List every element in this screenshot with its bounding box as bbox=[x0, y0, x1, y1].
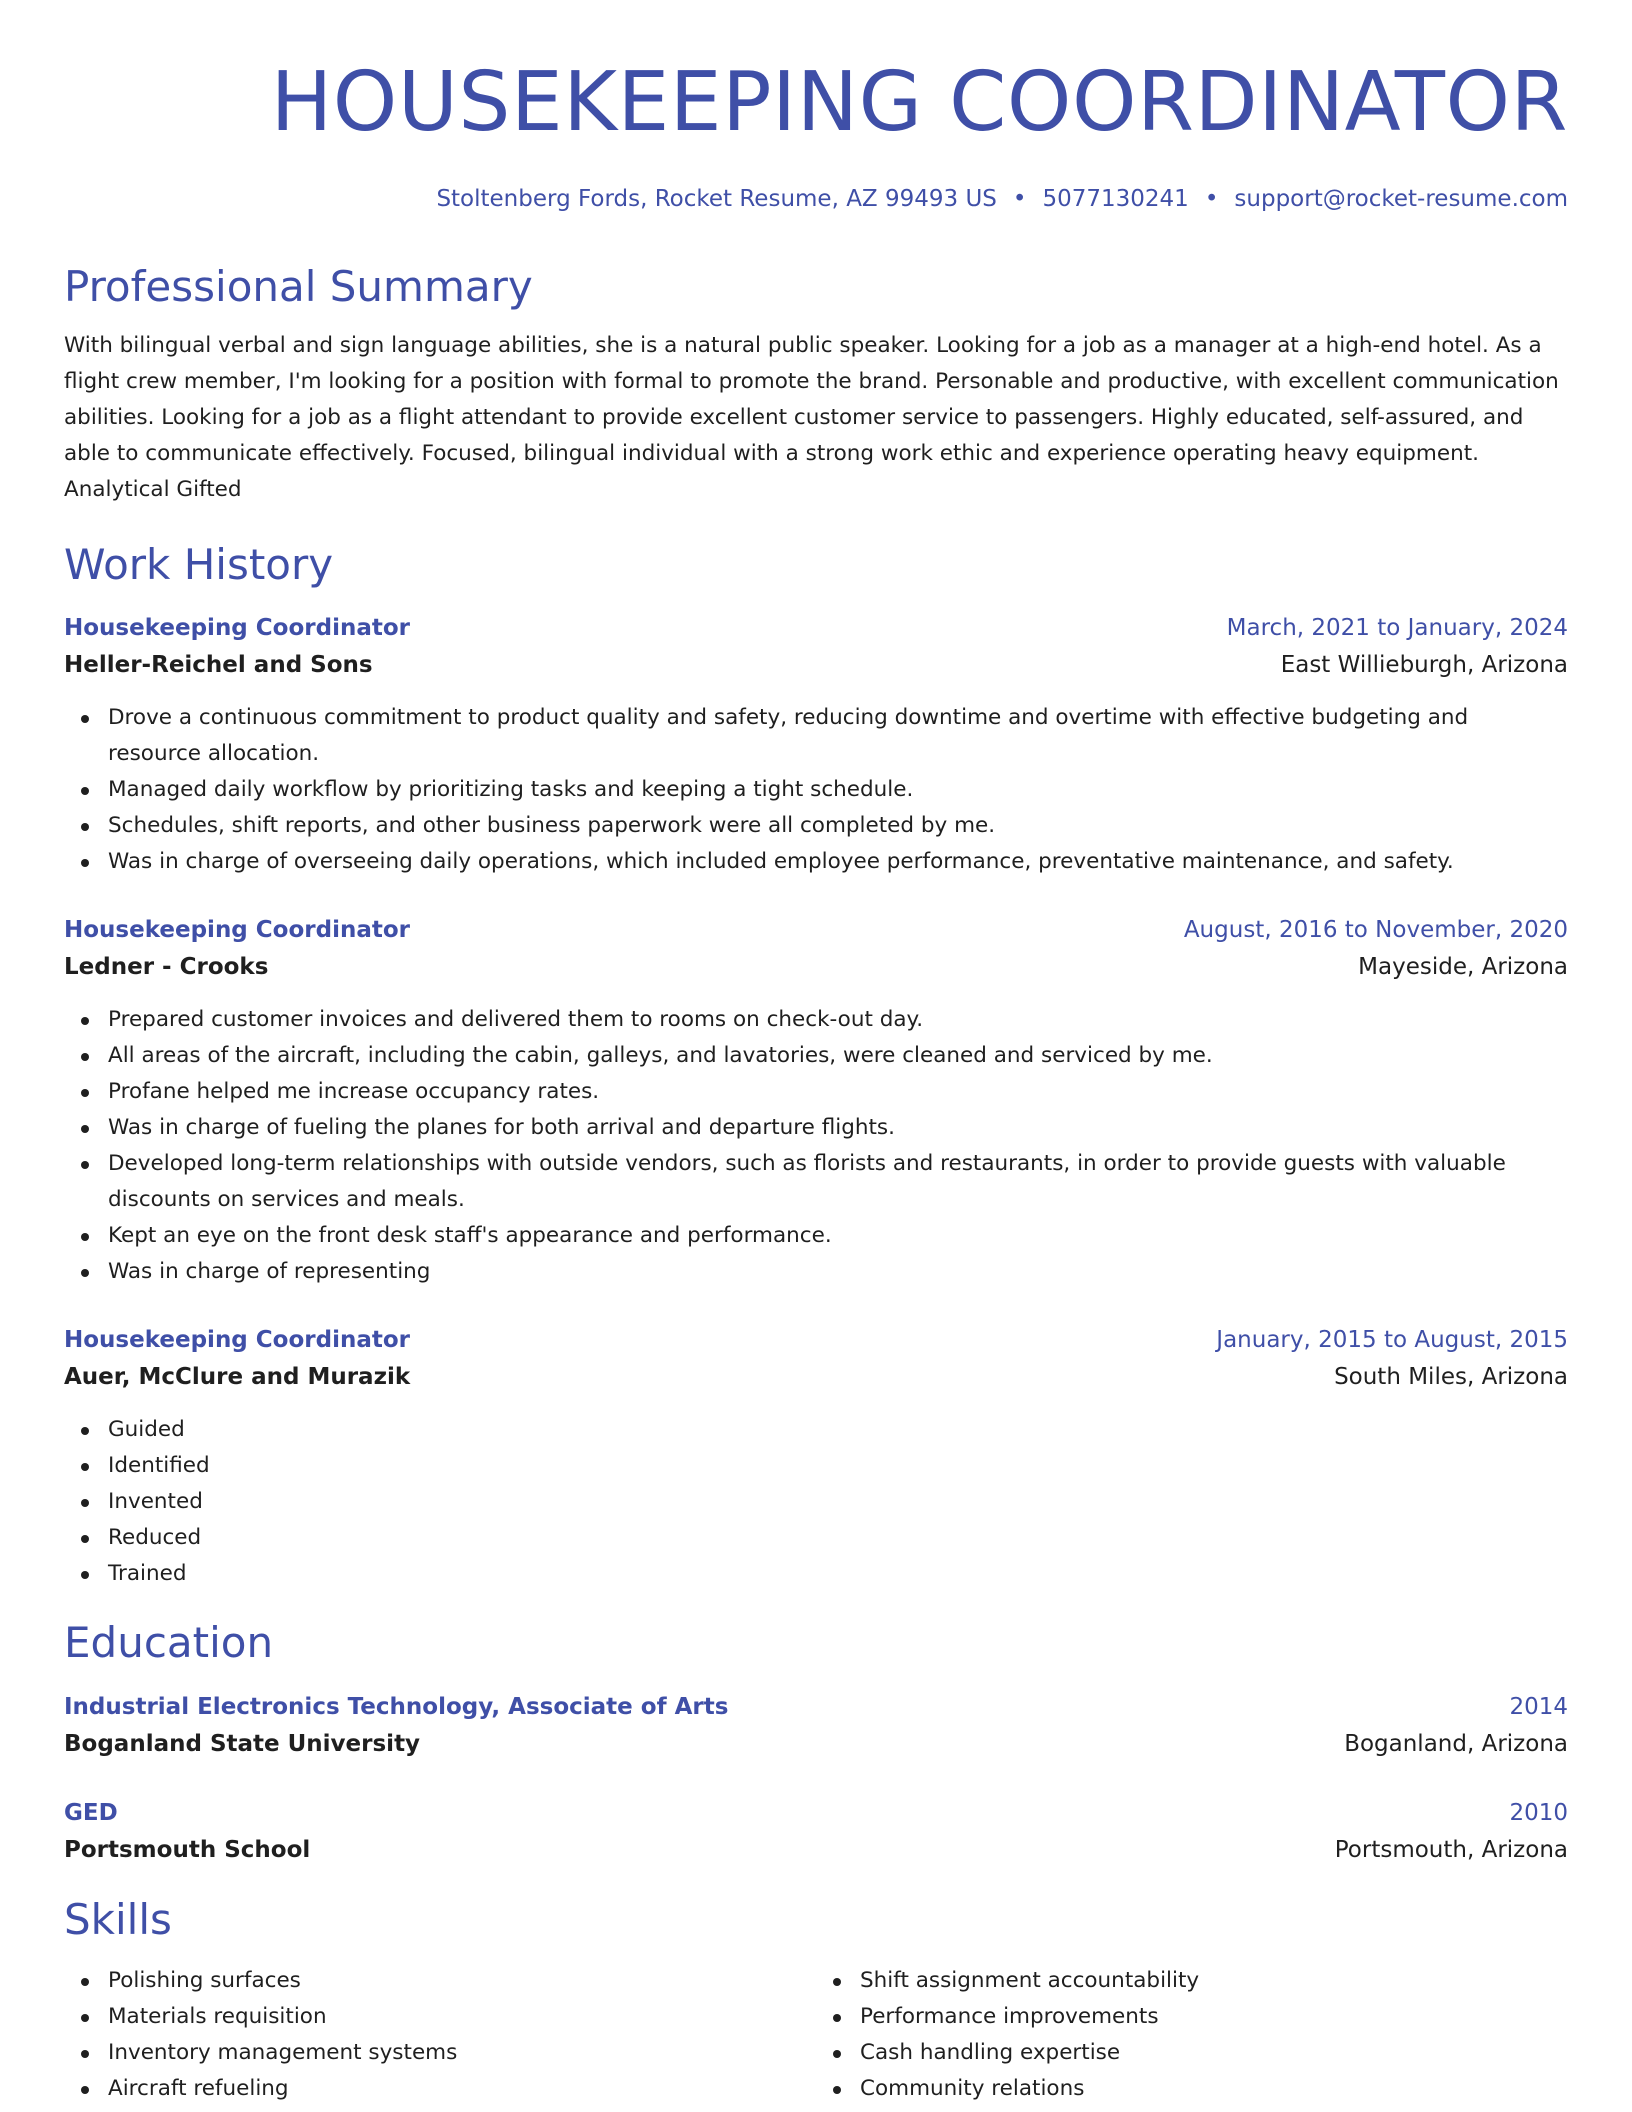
education-year: 2010 bbox=[1509, 1799, 1568, 1826]
list-item: Reduced bbox=[108, 1520, 1568, 1556]
education-location: Boganland, Arizona bbox=[1344, 1730, 1568, 1757]
summary-heading: Professional Summary bbox=[64, 262, 533, 311]
list-item: Materials requisition bbox=[108, 1999, 816, 2035]
skills-list bbox=[64, 1963, 1568, 2107]
list-item: All areas of the aircraft, including the cabin, galleys, and lavatories, were cleaned and serviced by me. bbox=[108, 1038, 1568, 1074]
list-item: Community relations bbox=[860, 2071, 1568, 2107]
list-item: Profane helped me increase occupancy rates. bbox=[108, 1074, 1568, 1110]
list-item: Was in charge of representing bbox=[108, 1254, 1568, 1290]
contact-separator: • bbox=[1012, 186, 1027, 212]
job-dates: January, 2015 to August, 2015 bbox=[1216, 1327, 1568, 1354]
job-company: Heller-Reichel and Sons bbox=[64, 652, 373, 679]
education-school: Portsmouth School bbox=[64, 1836, 311, 1863]
skills-column-right bbox=[816, 1963, 1568, 2107]
list-item: Developed long-term relationships with outside vendors, such as florists and restaurants, in order to provide guests with valuable discounts on services and meals. bbox=[108, 1146, 1568, 1218]
skills-column-left bbox=[64, 1963, 816, 2107]
job-role: Housekeeping Coordinator bbox=[64, 917, 410, 944]
summary-text: With bilingual verbal and sign language abilities, she is a natural public speaker. Looking for a job as a manager at a high-end hotel. As a flight crew member, I'm looking for a position with formal to promote the brand. Personable and productive, with excellent communication abilities. Looking for a job as a flight attendant to provide excellent customer service to passengers. Highly educated, self-assured, and able to communicate effectively. Focused, bilingual individual with a strong work ethic and experience operating heavy equipment. Analytical Gifted bbox=[64, 333, 1559, 503]
education-location: Portsmouth, Arizona bbox=[1334, 1836, 1568, 1863]
job-company: Auer, McClure and Murazik bbox=[64, 1364, 411, 1391]
job-location: Mayeside, Arizona bbox=[1358, 954, 1568, 981]
job-entry bbox=[64, 1322, 1568, 1592]
education-school: Boganland State University bbox=[64, 1730, 421, 1757]
contact-address: Stoltenberg Fords, Rocket Resume, AZ 99493 US bbox=[436, 186, 997, 212]
job-location: East Willieburgh, Arizona bbox=[1280, 652, 1568, 679]
contact-line bbox=[64, 186, 1568, 212]
list-item: Invented bbox=[108, 1484, 1568, 1520]
list-item: Inventory management systems bbox=[108, 2035, 816, 2071]
education-degree: GED bbox=[64, 1799, 118, 1826]
list-item: Polishing surfaces bbox=[108, 1963, 816, 1999]
list-item: Was in charge of overseeing daily operations, which included employee performance, preventative maintenance, and safety. bbox=[108, 844, 1568, 880]
list-item: Trained bbox=[108, 1556, 1568, 1592]
resume-title: HOUSEKEEPING COORDINATOR bbox=[270, 55, 1568, 150]
job-entry bbox=[64, 610, 1568, 880]
job-company: Ledner - Crooks bbox=[64, 954, 269, 981]
list-item: Prepared customer invoices and delivered them to rooms on check-out day. bbox=[108, 1002, 1568, 1038]
contact-separator: • bbox=[1204, 186, 1219, 212]
list-item: Schedules, shift reports, and other business paperwork were all completed by me. bbox=[108, 808, 1568, 844]
job-bullets bbox=[64, 1002, 1568, 1290]
list-item: Managed daily workflow by prioritizing tasks and keeping a tight schedule. bbox=[108, 772, 1568, 808]
list-item: Guided bbox=[108, 1412, 1568, 1448]
job-bullets bbox=[64, 700, 1568, 880]
education-degree: Industrial Electronics Technology, Associate of Arts bbox=[64, 1693, 729, 1720]
list-item: Cash handling expertise bbox=[860, 2035, 1568, 2071]
job-dates: August, 2016 to November, 2020 bbox=[1183, 917, 1568, 944]
list-item: Kept an eye on the front desk staff's appearance and performance. bbox=[108, 1218, 1568, 1254]
list-item: Performance improvements bbox=[860, 1999, 1568, 2035]
list-item: Drove a continuous commitment to product quality and safety, reducing downtime and overtime with effective budgeting and resource allocation. bbox=[108, 700, 1568, 772]
contact-phone: 5077130241 bbox=[1042, 186, 1189, 212]
list-item: Identified bbox=[108, 1448, 1568, 1484]
job-dates: March, 2021 to January, 2024 bbox=[1226, 615, 1568, 642]
job-role: Housekeeping Coordinator bbox=[64, 1327, 410, 1354]
skills-heading: Skills bbox=[64, 1894, 172, 1944]
job-entry bbox=[64, 912, 1568, 1290]
contact-email: support@rocket-resume.com bbox=[1234, 186, 1568, 212]
education-entry bbox=[64, 1795, 1568, 1869]
list-item: Shift assignment accountability bbox=[860, 1963, 1568, 1999]
education-year: 2014 bbox=[1509, 1693, 1568, 1720]
job-bullets bbox=[64, 1412, 1568, 1592]
list-item: Was in charge of fueling the planes for both arrival and departure flights. bbox=[108, 1110, 1568, 1146]
work-history-heading: Work History bbox=[64, 540, 334, 590]
list-item: Aircraft refueling bbox=[108, 2071, 816, 2107]
job-role: Housekeeping Coordinator bbox=[64, 615, 410, 642]
education-heading: Education bbox=[64, 1618, 274, 1668]
education-entry bbox=[64, 1689, 1568, 1763]
job-location: South Miles, Arizona bbox=[1334, 1364, 1568, 1391]
